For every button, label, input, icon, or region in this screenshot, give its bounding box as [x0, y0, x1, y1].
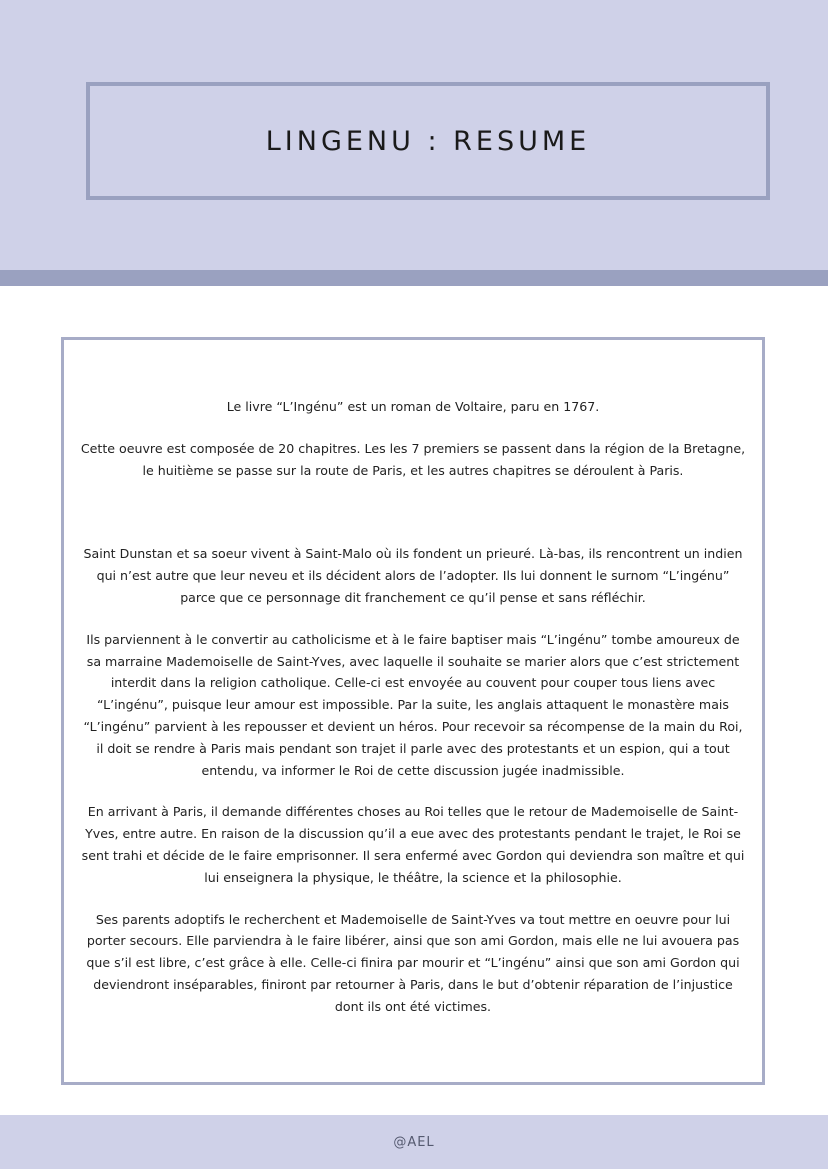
- title-frame: [86, 82, 770, 200]
- paragraph-summary-2: Ils parviennent à le convertir au catholicisme et à le faire baptiser mais “L’ingénu” tombe amoureux de sa marraine Mademoiselle de Saint-Yves, avec laquelle il souhaite se marier alors que c’est strictement interdit dans la religion catholique. Celle-ci est envoyée au couvent pour couper tous liens avec “L’ingénu”, puisque leur amour est impossible. Par la suite, les anglais attaquent le monastère mais “L’ingénu” parvient à les repousser et devient un héros. Pour recevoir sa récompense de la main du Roi, il doit se rendre à Paris mais pendant son trajet il parle avec des protestants et un espion, qui a tout entendu, va informer le Roi de cette discussion jugée inadmissible.: [83, 631, 743, 778]
- paragraph-summary-3: En arrivant à Paris, il demande différentes choses au Roi telles que le retour de Mademoiselle de Saint-Yves, entre autre. En raison de la discussion qu’il a eue avec des protestants pendant le trajet, le Roi se sent trahi et décide de le faire emprisonner. Il sera enfermé avec Gordon qui deviendra son maître et qui lui enseignera la physique, le théâtre, la science et la philosophie.: [81, 804, 745, 885]
- paragraph-structure: Cette oeuvre est composée de 20 chapitres. Les les 7 premiers se passent dans la région de la Bretagne, le huitième se passe sur la route de Paris, et les autres chapitres se déroulent à Paris.: [80, 440, 746, 478]
- paragraph-intro: Le livre “L’Ingénu” est un roman de Voltaire, paru en 1767.: [226, 399, 600, 414]
- paragraph-summary-4: Ses parents adoptifs le recherchent et Mademoiselle de Saint-Yves va tout mettre en oeuvre pour lui porter secours. Elle parviendra à le faire libérer, ainsi que son ami Gordon, mais elle ne lui avouera pas que s’il est libre, c’est grâce à elle. Celle-ci finira par mourir et “L’ingénu” ainsi que son ami Gordon qui deviendront inséparables, finiront par retourner à Paris, dans le but d’obtenir réparation de l’injustice dont ils ont été victimes.: [86, 911, 740, 1014]
- header-stripe: [0, 270, 828, 286]
- paragraph-summary-1: Saint Dunstan et sa soeur vivent à Saint-Malo où ils fondent un prieuré. Là-bas, ils rencontrent un indien qui n’est autre que leur neveu et ils décident alors de l’adopter. Ils lui donnent le surnom “L’ingénu” parce que ce personnage dit franchement ce qu’il pense et sans réfléchir.: [83, 546, 743, 605]
- content-body: [78, 396, 748, 1038]
- content-frame: [61, 337, 765, 1085]
- footer-handle: @AEL: [393, 1134, 435, 1150]
- footer-band: [0, 1115, 828, 1169]
- page-title: LINGENU : RESUME: [265, 125, 591, 157]
